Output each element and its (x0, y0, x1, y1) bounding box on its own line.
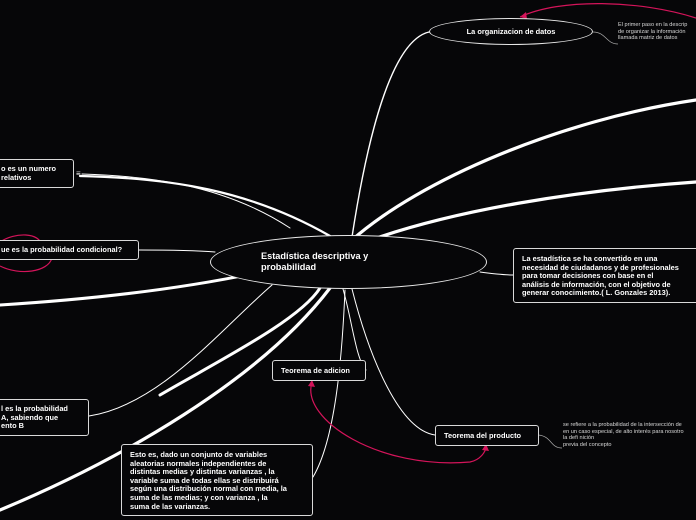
topic-line: suma de las varianzas. (130, 501, 211, 511)
note-organizacion (618, 22, 687, 42)
topic-line: generar conocimiento.( L. Gonzales 2013). (522, 288, 671, 298)
topic-teorema-producto[interactable] (435, 425, 539, 446)
topic-teorema-adicion-label: Teorema de adicion (281, 366, 350, 375)
note-producto-line: la defi nición (563, 435, 595, 442)
topic-line: l es la probabilidad (1, 404, 68, 413)
topic-estadistica-necesidad[interactable] (513, 248, 696, 303)
topic-teorema-producto-label: Teorema del producto (444, 431, 522, 440)
topic-line: suma de las medias; y con varianza , la (130, 492, 268, 502)
relation-adicion-producto (311, 382, 486, 463)
central-topic-title: Estadística descriptiva y probabilidad (261, 251, 369, 272)
branch-organizacion (352, 32, 429, 237)
branch-top-right-1 (352, 100, 696, 240)
note-organizacion-line: de organizar la información (618, 28, 686, 35)
topic-probabilidad-a-b[interactable] (0, 399, 89, 436)
topic-line: A, sabiendo que (1, 412, 59, 422)
topic-line: para tomar decisiones con base en el (522, 271, 654, 281)
note-link-producto (538, 435, 562, 448)
branch-top-right-2 (360, 182, 696, 244)
topic-line: ento B (1, 421, 24, 431)
topic-line: relativos (1, 172, 32, 182)
note-producto-line: se refiere a la probabilidad de la intersección de (563, 422, 682, 428)
relation-organizacion (520, 4, 696, 18)
branch-relativos-thin (82, 174, 290, 228)
relation-condicional-loop-bottom (0, 258, 52, 272)
note-producto-line: previa del concepto (563, 441, 612, 448)
topic-line: según una distribución normal con media, la (130, 484, 287, 494)
branch-prob-ab (89, 285, 272, 416)
topic-variables-normales[interactable] (121, 444, 313, 516)
topic-line: aleatorias normales independientes de (130, 458, 267, 468)
topic-line: necesidad de ciudadanos y de profesionales (522, 262, 679, 272)
topic-line: variable suma de todas ellas se distribuirá (130, 475, 279, 485)
topic-probabilidad-condicional-label: ue es la probabilidad condicional? (1, 245, 123, 254)
note-link-organizacion (593, 32, 618, 44)
topic-line: o es un numero (1, 164, 57, 173)
topic-line: análisis de información, con el objetivo de (522, 279, 671, 289)
arrowhead-adicion (308, 380, 315, 387)
topic-organizacion-label: La organizacion de datos (466, 27, 556, 36)
branch-condicional (139, 250, 215, 252)
branch-variables (313, 290, 345, 477)
topic-teorema-adicion[interactable] (272, 360, 366, 381)
note-producto-line: en un caso especial, de alto interés para nosotro (563, 428, 684, 435)
topic-line: Esto es, dado un conjunto de variables (130, 450, 268, 459)
branch-necesidad (480, 272, 513, 275)
branch-adicion (343, 289, 366, 370)
note-organizacion-line: El primer paso en la descrip (618, 22, 688, 28)
note-icon[interactable]: ≡ (76, 169, 81, 178)
topic-numero-relativos[interactable] (0, 159, 74, 188)
branch-left-top (80, 176, 330, 236)
topic-line: distintas medias y distintas varianzas , la (130, 467, 275, 477)
note-teorema-producto (563, 422, 684, 448)
topic-organizacion-datos[interactable] (429, 18, 593, 45)
note-organizacion-line: llamada matriz de datos (618, 35, 678, 42)
topic-line: La estadística se ha convertido en una (522, 254, 658, 263)
topic-probabilidad-condicional[interactable] (0, 240, 139, 260)
